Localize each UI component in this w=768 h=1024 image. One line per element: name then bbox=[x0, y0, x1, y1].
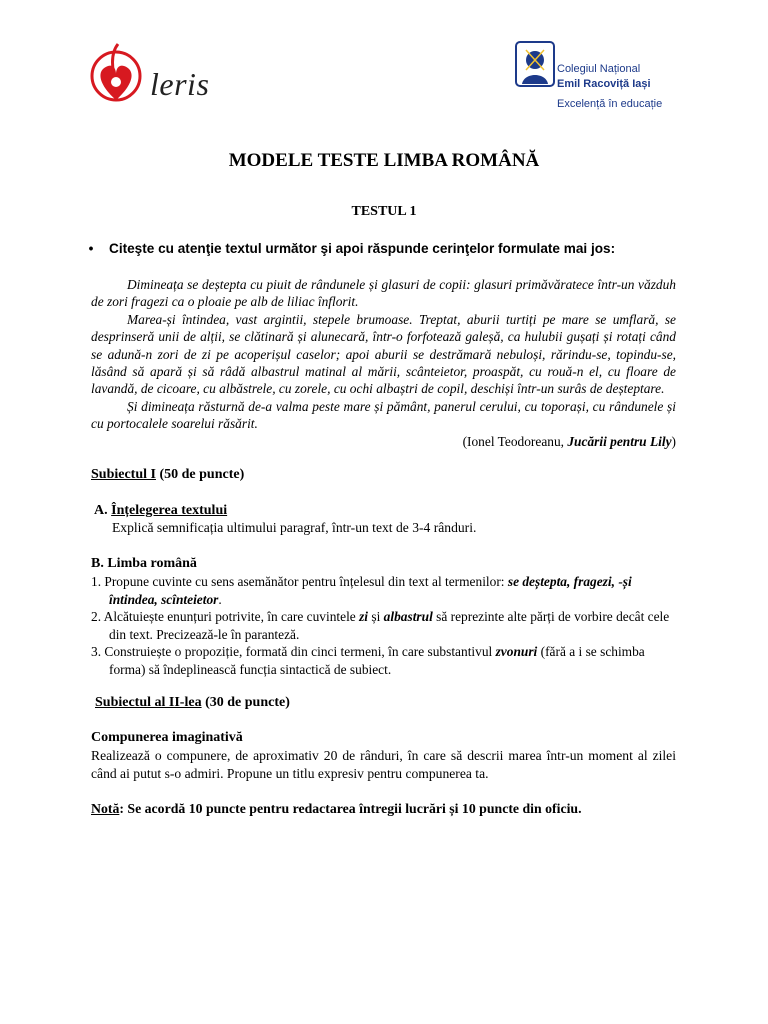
item2-text: 2. Alcătuiește enunțuri potrivite, în care cuvintele bbox=[91, 609, 360, 624]
note bbox=[91, 800, 676, 818]
item3-post: (fără a i se schimba forma) să îndeplinească funcția sintactică de subiect. bbox=[109, 644, 645, 677]
item2-word2: albastrul bbox=[383, 609, 433, 624]
item2-post: să reprezinte alte părți de vorbire decât cele din text. Precizează-le în paranteză. bbox=[109, 609, 670, 642]
item3-text: 3. Construiește o propoziție, formată din cinci termeni, în care substantivul bbox=[91, 644, 496, 659]
note-text: : Se acordă 10 puncte pentru redactarea întregii lucrări și 10 puncte din oficiu. bbox=[119, 801, 582, 816]
subsection-a-label: A. bbox=[94, 503, 112, 518]
subsection-b-heading: B. Limba română bbox=[91, 556, 197, 571]
section2-points: (30 de puncte) bbox=[201, 695, 290, 710]
section2-heading bbox=[95, 695, 290, 711]
section2-title: Subiectul al II-lea bbox=[95, 695, 202, 710]
reading-passage bbox=[91, 276, 676, 450]
item2-mid: și bbox=[368, 609, 384, 624]
subsection-a-title: Înțelegerea textului bbox=[111, 503, 228, 518]
subsection-a-task: Explică semnificația ultimului paragraf, într-un text de 3-4 rânduri. bbox=[112, 520, 477, 535]
passage-paragraph: Marea-și întindea, vast argintii, stepele brumoase. Treptat, aburii turtiți pe mare se umflară, se desprinseră unii de alții, se clătinară și alunecară, într-o forfotează galeșă, ca hulubii gușați și rotați când se adună-n zori de zi pe acoperișul caselor; apoi aburii se destrămară nebuloși, rărindu-se, topindu-se, lăsând să apară și să râdă albastrul matinal al mării, scânteietor, proaspăt, cu rouă-n el, cu floare de lavandă, de cicoare, cu albăstrele, cu zorele, cu ochi albaștri de copil, deschiși într-un surâs de deșteptare. bbox=[91, 311, 676, 397]
college-name-line1: Colegiul Național bbox=[557, 63, 641, 75]
list-item bbox=[91, 643, 676, 678]
attribution-close: ) bbox=[671, 433, 676, 449]
item1-end: . bbox=[218, 591, 222, 607]
section1-title: Subiectul I bbox=[91, 467, 156, 482]
test-title: TESTUL 1 bbox=[351, 204, 417, 219]
bullet-icon: • bbox=[88, 241, 94, 256]
passage-paragraph: Dimineața se deștepta cu piuit de rândunele și glasuri de copii: glasuri primăvăratece într-un văzduh de zori fragezi ca o ploaie pe alb de liliac înflorit. bbox=[91, 277, 676, 310]
list-item bbox=[91, 573, 676, 608]
college-tagline: Excelență în educație bbox=[557, 98, 663, 110]
passage-paragraph: Și dimineața răsturnă de-a valma peste mare și pământ, panerul cerului, cu toporași, cu rândunele și cu portocalele soarelui răsărit. bbox=[91, 398, 676, 432]
subsection-a-heading bbox=[94, 503, 227, 519]
instruction-text: Citeşte cu atenţie textul următor şi apoi răspunde cerinţelor formulate mai jos: bbox=[109, 241, 616, 256]
college-name-line2: Emil Racoviță Iași bbox=[557, 78, 651, 90]
language-tasks bbox=[91, 573, 676, 678]
list-item bbox=[91, 608, 676, 643]
item2-word1: zi bbox=[359, 609, 369, 624]
composition-title: Compunerea imaginativă bbox=[91, 730, 243, 745]
item1-terms: se deștepta, fragezi, -și întindea, scînteietor bbox=[109, 574, 632, 607]
page-title: MODELE TESTE LIMBA ROMÂNĂ bbox=[228, 150, 540, 171]
author-name: (Ionel Teodoreanu, bbox=[462, 433, 568, 449]
attribution bbox=[91, 433, 676, 450]
item1-text: 1. Propune cuvinte cu sens asemănător pentru înțelesul din text al termenilor: bbox=[91, 574, 508, 589]
leris-wordmark: leris bbox=[150, 66, 210, 102]
item3-word: zvonuri bbox=[495, 644, 538, 659]
composition-task: Realizează o compunere, de aproximativ 20 de rânduri, în care să descrii marea într-un moment al zilei când ai putut s-o admiri. Propune un titlu expresiv pentru compunerea ta. bbox=[91, 748, 676, 781]
instruction bbox=[88, 240, 676, 258]
work-title: Jucării pentru Lily bbox=[567, 433, 672, 449]
section1-heading bbox=[91, 467, 244, 483]
note-label: Notă bbox=[91, 801, 120, 816]
section1-points: (50 de puncte) bbox=[155, 467, 245, 482]
